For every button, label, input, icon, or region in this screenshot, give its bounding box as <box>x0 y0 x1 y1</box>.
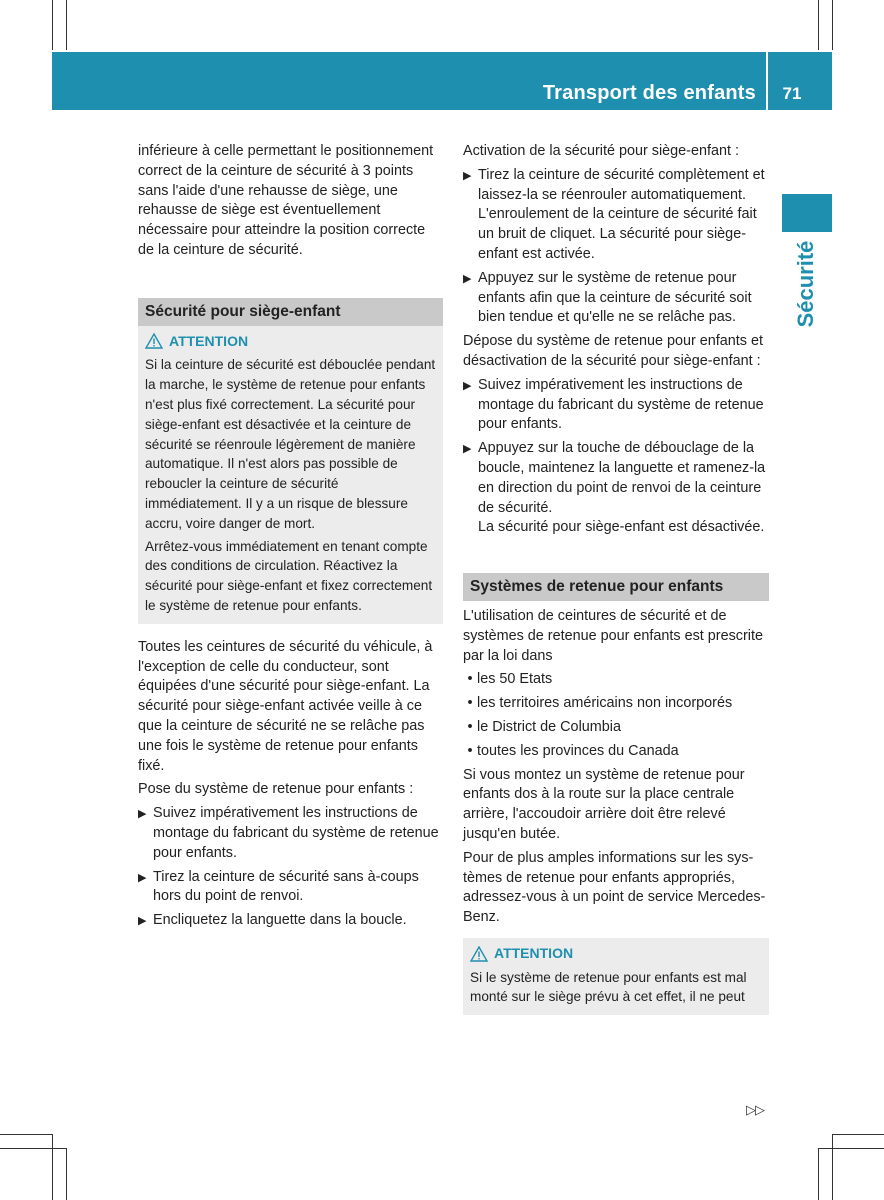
crop-mark <box>0 1148 66 1149</box>
body-paragraph: Pour de plus amples informations sur les systèmes de retenue pour enfants appropriés, adressez-vous à un point de service Mercedes-Benz. <box>463 849 766 926</box>
warning-title <box>470 944 762 964</box>
section-heading-child-seat-safety: Sécurité pour siège-enfant <box>138 298 443 326</box>
step-arrow-icon: ▶ <box>463 272 472 285</box>
intro-paragraph: inférieure à celle permettant le positionnement correct de la ceinture de sécurité à 3 points sans l'aide d'une rehausse de siège, une rehausse de siège est éventuellement nécessaire pour atteindre la position correcte de la ceinture de sécurité. <box>138 143 434 258</box>
step-text: Suivez impérativement les instructions de montage du fabricant du système de retenue pour enfants. <box>153 805 439 861</box>
procedure-step <box>138 868 443 908</box>
warning-triangle-icon <box>470 946 488 962</box>
step-text: Encliquetez la languette dans la boucle. <box>153 912 407 929</box>
step-arrow-icon: ▶ <box>138 871 147 884</box>
procedure-step <box>463 166 769 265</box>
step-arrow-icon: ▶ <box>463 443 472 456</box>
warning-title-text: ATTENTION <box>169 332 249 349</box>
procedure-intro: Pose du système de retenue pour enfants : <box>138 781 414 798</box>
warning-box <box>138 326 443 624</box>
crop-mark <box>832 0 833 50</box>
step-text: Appuyez sur la touche de débouclage de la boucle, maintenez la languette et ramenez-la en direction du point de renvoi de la ceinture de sécurité. <box>478 440 766 516</box>
list-item <box>463 670 769 690</box>
side-tab-label: Sécurité <box>793 240 818 328</box>
page-number: 71 <box>782 84 802 103</box>
procedure-step <box>138 911 443 932</box>
right-column <box>463 142 769 1019</box>
bullet-icon: • <box>467 695 473 712</box>
body-paragraph: L'utilisation de ceintures de sécurité et de systèmes de retenue pour enfants est prescrite par la loi dans <box>463 607 763 664</box>
continued-arrow-icon: ▷▷ <box>746 1102 764 1117</box>
step-arrow-icon: ▶ <box>138 808 147 821</box>
body-paragraph: Si vous montez un système de retenue pour enfants dos à la route sur la place centrale arrière, l'accoudoir arrière doit être relevé jusqu'en butée. <box>463 766 745 842</box>
step-text: Tirez la ceinture de sécurité complètement et laissez-la se réenrouler automatiquement. <box>478 166 765 203</box>
list-item-text: les territoires américains non incorporés <box>477 695 733 712</box>
crop-mark <box>832 1134 833 1200</box>
step-text: Appuyez sur le système de retenue pour enfants afin que la ceinture de sécurité soit bien tendue et qu'elle ne se relâche pas. <box>478 269 752 326</box>
section-heading-child-restraint-systems: Systèmes de retenue pour enfants <box>463 573 769 601</box>
bullet-icon: • <box>467 671 473 688</box>
side-tab-marker <box>782 194 832 232</box>
crop-mark <box>66 0 67 50</box>
list-item <box>463 742 769 762</box>
list-item-text: le District de Columbia <box>477 718 621 735</box>
procedure-step <box>463 439 769 538</box>
crop-mark <box>818 0 819 50</box>
crop-mark <box>832 1134 884 1135</box>
bullet-icon: • <box>467 718 473 735</box>
step-result: L'enroulement de la ceinture de sécurité fait un bruit de cliquet. La sécurité pour siège-enfant est activée. <box>478 206 757 262</box>
procedure-step <box>463 376 769 435</box>
warning-title-text: ATTENTION <box>494 944 574 961</box>
list-item-text: les 50 Etats <box>477 671 553 688</box>
step-arrow-icon: ▶ <box>138 915 147 928</box>
crop-mark <box>0 1134 52 1135</box>
left-column <box>138 142 443 936</box>
crop-mark <box>818 1148 884 1149</box>
page-header-title: Transport des enfants <box>542 82 756 104</box>
step-result: La sécurité pour siège-enfant est désactivée. <box>478 519 765 536</box>
header-divider <box>766 52 768 110</box>
step-arrow-icon: ▶ <box>463 379 472 392</box>
step-text: Suivez impérativement les instructions de montage du fabricant du système de retenue pour enfants. <box>478 376 764 433</box>
crop-mark <box>52 1134 53 1200</box>
bullet-icon: • <box>467 742 473 759</box>
step-arrow-icon: ▶ <box>463 169 472 182</box>
warning-text: Si la ceinture de sécurité est débouclée pendant la marche, le système de retenue pour enfants n'est plus fixé correctement. La sécurité pour siège-enfant est désactivée et la ceinture de sécurité se réenroule légèrement de manière automatique. Il n'est alors pas possible de reboucler la ceinture de sécurité immédiatement. Il y a un risque de blessure accru, voire danger de mort. <box>145 357 436 531</box>
procedure-intro: Activation de la sécurité pour siège-enfant : <box>463 143 739 159</box>
warning-text: Si le système de retenue pour enfants est mal monté sur le siège prévu à cet effet, il ne peut <box>470 969 747 1005</box>
warning-title <box>145 332 436 352</box>
list-item <box>463 718 769 738</box>
list-item <box>463 694 769 714</box>
warning-triangle-icon <box>145 333 163 349</box>
procedure-step <box>138 804 443 863</box>
crop-mark <box>52 0 53 50</box>
procedure-step <box>463 269 769 328</box>
crop-mark <box>818 1148 819 1200</box>
body-paragraph: Toutes les ceintures de sécurité du véhicule, à l'exception de celle du conducteur, sont équipées d'une sécurité pour siège-enfant. La sécurité pour siège-enfant activée veille à ce que la ceinture de sécurité ne se relâche pas une fois le système de retenue pour enfants fixé. <box>138 638 433 774</box>
step-text: Tirez la ceinture de sécurité sans à-coups hors du point de renvoi. <box>153 868 419 905</box>
list-item-text: toutes les provinces du Canada <box>477 742 679 759</box>
warning-text: Arrêtez-vous immédiatement en tenant compte des conditions de circulation. Réactivez la sécurité pour siège-enfant et fixez correctement le système de retenue pour enfants. <box>145 538 433 613</box>
warning-box <box>463 938 769 1015</box>
procedure-intro: Dépose du système de retenue pour enfants et désactivation de la sécurité pour siège-enfant : <box>463 333 763 369</box>
crop-mark <box>66 1148 67 1200</box>
